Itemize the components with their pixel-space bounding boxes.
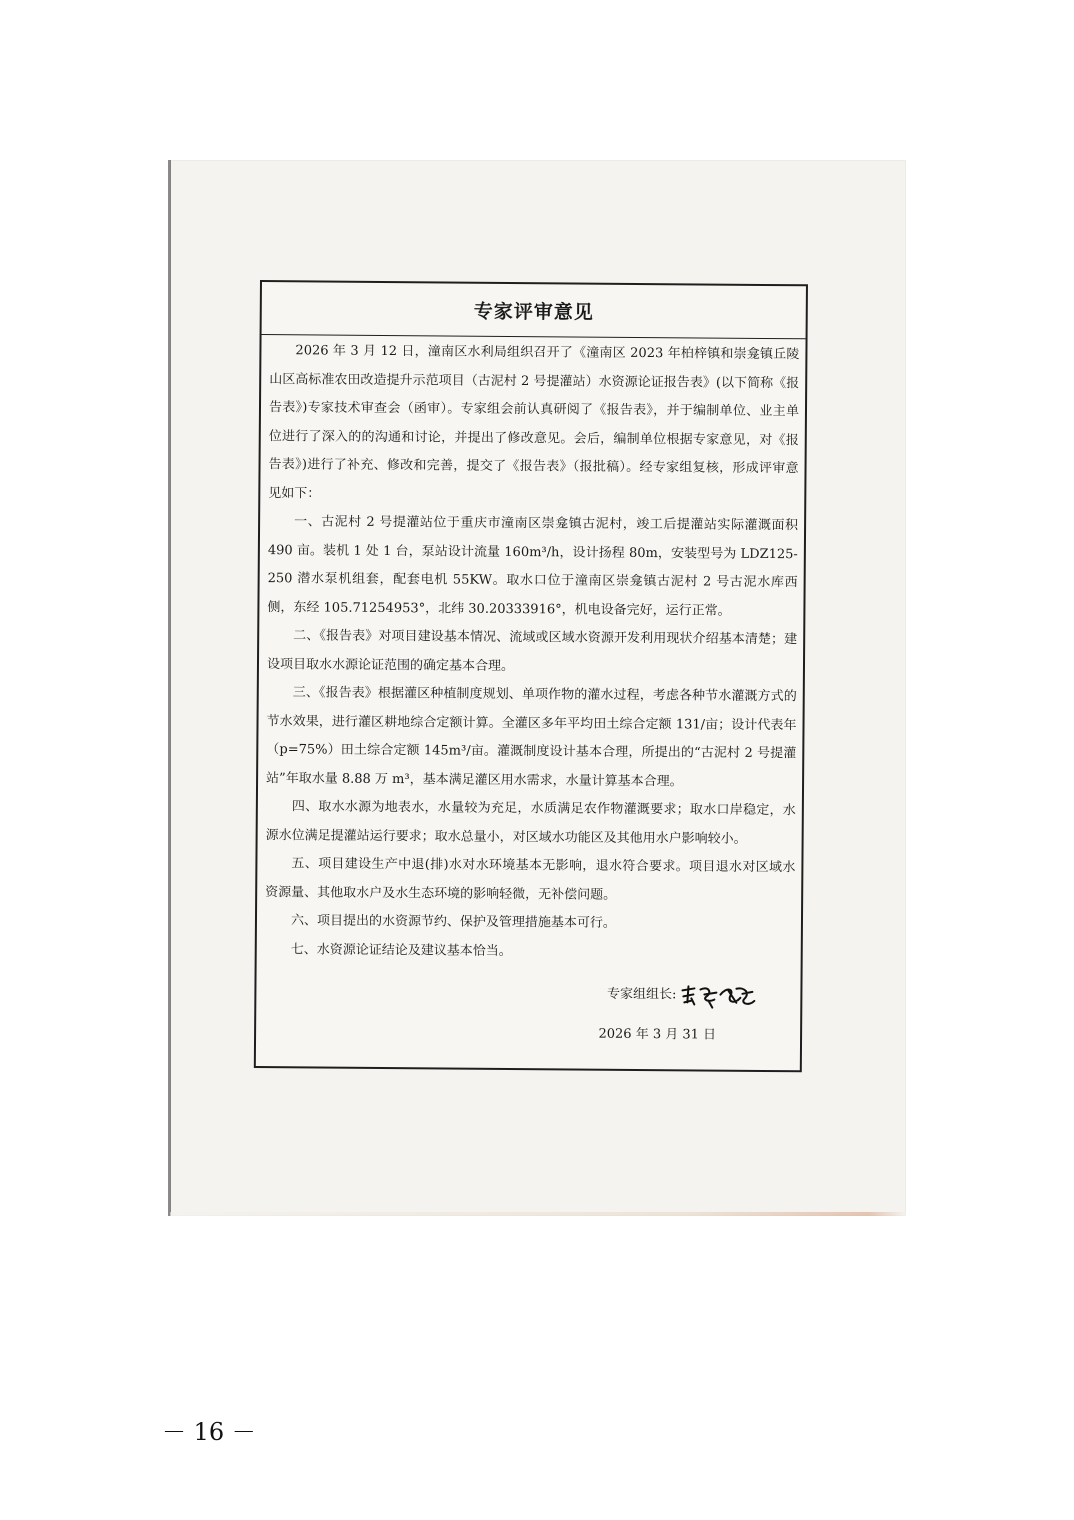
- title-row: [262, 282, 806, 339]
- handwritten-signature: [678, 980, 760, 1011]
- page-number: － 16 －: [162, 1418, 256, 1446]
- scan-bottom-edge: [170, 1212, 906, 1216]
- signature-label: 专家组组长:: [606, 986, 677, 1003]
- opinion-item-4: 四、取水水源为地表水，水量较为充足，水质满足农作物灌溉要求；取水口岸稳定，水源水位满足提灌站运行要求；取水总量小，对区域水功能区及其他用水户影响较小。: [265, 799, 796, 847]
- signature-line: [599, 975, 761, 1016]
- opinion-item-5: 五、项目建设生产中退(排)水对水环境基本无影响，退水符合要求。项目退水对区域水资源量、其他取水户及水生态环境的影响轻微，无补偿问题。: [265, 856, 796, 903]
- review-opinion-box: [254, 280, 808, 1072]
- document-title: 专家评审意见: [473, 300, 594, 324]
- scan-edge: [168, 160, 171, 1216]
- intro-paragraph: 2026 年 3 月 12 日，潼南区水利局组织召开了《潼南区 2023 年柏梓镇和崇龛镇丘陵山区高标准农田改造提升示范项目（古泥村 2 号提灌站）水资源论证报告表》(以下简称《报告表》)专家技术审查会（函审）。专家组会前认真研阅了《报告表》，并于编制单位、业主单位进行了深入的的沟通和讨论，并提出了修改意见。会后，编制单位根据专家意见，对《报告表》)进行了补充、修改和完善，提交了《报告表》（报批稿）。经专家组复核，形成评审意见如下：: [268, 343, 800, 501]
- opinion-item-2: 二、《报告表》对项目建设基本情况、流域或区域水资源开发利用现状介绍基本清楚；建设项目取水水源论证范围的确定基本合理。: [266, 628, 798, 674]
- signature-date: 2026 年 3 月 31 日: [598, 1026, 717, 1043]
- opinion-item-6: 六、项目提出的水资源节约、保护及管理措施基本可行。: [290, 913, 617, 931]
- opinion-item-3: 三、《报告表》根据灌区种植制度规划、单项作物的灌水过程，考虑各种节水灌溉方式的节水效果，进行灌区耕地综合定额计算。全灌区多年平均田土综合定额 131/亩；设计代表年（p=75%）田土综合定额 145m³/亩。灌溉制度设计基本合理，所提出的“古泥村 2 号提灌站”年取水量 8.88 万 m³，基本满足灌区用水需求，水量计算基本合理。: [266, 685, 797, 789]
- opinion-item-1: 一、古泥村 2 号提灌站位于重庆市潼南区崇龛镇古泥村，竣工后提灌站实际灌溉面积 490 亩。装机 1 处 1 台，泵站设计流量 160m³/h，设计扬程 80m，安装型号为 LDZ125-250 潜水泵机组套，配套电机 55KW。取水口位于潼南区崇龛镇古泥村 2 号古泥水库西侧，东经 105.71254953°，北纬 30.20333916°，机电设备完好，运行正常。: [267, 514, 799, 619]
- opinion-item-7: 七、水资源论证结论及建议基本恰当。: [290, 941, 512, 959]
- signature-block: [598, 975, 760, 1056]
- opinion-body: [257, 337, 806, 968]
